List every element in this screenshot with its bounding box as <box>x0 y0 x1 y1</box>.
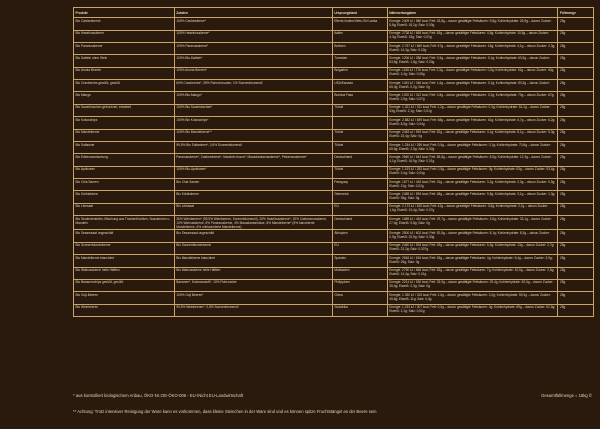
table-row <box>74 267 594 279</box>
cell-ingredients: 100% Haselnusskerne* <box>174 30 332 42</box>
cell-product: Bio Weinbeeren <box>74 304 175 316</box>
cell-origin: Bolivien <box>332 42 387 54</box>
cell-ingredients: Bio Walnusskerne helle Hälften <box>174 267 332 279</box>
table-row <box>74 141 594 153</box>
cell-amount: 25g <box>558 304 594 316</box>
header-product: Produkt <box>74 8 175 18</box>
cell-ingredients: 100% Bio Kokoschips* <box>174 117 332 129</box>
cell-nutrition: Energie: 1451 kJ / 346 kcal; Fett: 1,6g – davon gesättigte Fettsäuren: 0,1g; Kohlenhydrate: 83,3g – davon Zucker: 65,3g; Eiweiß: 0,2g; Salz: 0g <box>387 80 558 92</box>
cell-nutrition: Energie: 2.173 kJ / 525 kcal; Fett: 42g – davon gesättigte Fettsäuren: 3,6g; Kohlenhydrate: 2,1g – davon Zucker: 1,6g; Eiweiß: 24,4g; Salz: 0,07g <box>387 203 558 215</box>
cell-amount: 25g <box>558 55 594 67</box>
cell-product: Bio Leinsaat <box>74 203 175 215</box>
product-table <box>73 7 594 317</box>
cell-ingredients: 100% Cashewkerne* <box>174 18 332 30</box>
cell-ingredients: 100% Bio-Mango* <box>174 92 332 104</box>
cell-product: Bio Paranusskerne <box>74 42 175 54</box>
cell-product: Bio Datteln ohne Stein <box>74 55 175 67</box>
cell-product: Bio Studentenfutter, Mischung aus Trockenfrüchten, Nusskernen u. Mandeln <box>74 216 175 230</box>
cell-nutrition: Energie: 1158 kJ / 276 kcal; Fett: 2,5g – davon gesättigte Fettsäuren: 0,5g; Kohlenhydrate: 51g – davon Zucker: 40g; Eiweiß: 2,4g; Salz: 0,05g <box>387 67 558 79</box>
cell-nutrition: Energie: 2.882 kJ / 699 kcal; Fett: 68g – davon gesättigte Fettsäuren: 61g; Kohlenhydrate: 6,7g – davon Zucker: 6,2g; Eiweiß: 8,5g; Salz: 0,04g <box>387 117 558 129</box>
cell-amount: 25g <box>558 67 594 79</box>
cell-product: Bio Cranberries gesüßt, gesüßt <box>74 80 175 92</box>
table-row <box>74 104 594 116</box>
table-row <box>74 203 594 215</box>
cell-product: Bio Kokoschips <box>74 117 175 129</box>
cell-origin: Elfenb./Indien/Vietn./Sri Lanka <box>332 18 387 30</box>
cell-origin: Deutschland <box>332 216 387 230</box>
cell-origin: Südafrika <box>332 304 387 316</box>
table-row <box>74 166 594 178</box>
table-row <box>74 129 594 141</box>
cell-amount: 25g <box>558 92 594 104</box>
cell-amount: 25g <box>558 42 594 54</box>
cell-origin: EU <box>332 242 387 254</box>
header-ingredients: Zutaten <box>174 8 332 18</box>
cell-origin: Äthiopien <box>332 230 387 242</box>
table-row <box>74 42 594 54</box>
cell-ingredients: Bio Sesamsaat ungeschält <box>174 230 332 242</box>
cell-origin: Türkei <box>332 141 387 153</box>
cell-amount: 25g <box>558 104 594 116</box>
cell-origin: EU <box>332 203 387 215</box>
table-row <box>74 230 594 242</box>
cell-amount: 25g <box>558 117 594 129</box>
table-row <box>74 154 594 166</box>
table-row <box>74 191 594 203</box>
cell-nutrition: Energie: 2660 kJ / 643 kcal; Fett: 55,8g – davon gesättigte Fettsäuren: 8,5g; Kohlenhydrate: 12,3g – davon Zucker: 4,1g; Eiweiß: 16,9g; Salz: 0,01g <box>387 154 558 166</box>
cell-origin: Burkina Faso <box>332 92 387 104</box>
cell-amount: 25g <box>558 203 594 215</box>
cell-origin: Türkei <box>332 129 387 141</box>
table-row <box>74 55 594 67</box>
table-row <box>74 92 594 104</box>
cell-ingredients: 100% Paranusskerne* <box>174 42 332 54</box>
cell-amount: 25g <box>558 242 594 254</box>
cell-amount: 25g <box>558 154 594 166</box>
table-row <box>74 18 594 30</box>
table-row <box>74 80 594 92</box>
cell-amount: 25g <box>558 166 594 178</box>
cell-ingredients: 100% Aronia Beeren* <box>174 67 332 79</box>
cell-amount: 25g <box>558 230 594 242</box>
cell-origin: Moldawien <box>332 267 387 279</box>
cell-origin: Spanien <box>332 255 387 267</box>
cell-nutrition: Energie: 1885 kJ / 454 kcal; Fett: 29,7g – davon gesättigte Fettsäuren: 3,6g; Kohlenhydrate: 33,1g – davon Zucker: 27,4g; Eiweiß: 9,8g; Salz: 0g <box>387 216 558 230</box>
cell-product: Bio Mango <box>74 92 175 104</box>
footnote-organic: * aus kontrolliert biologischem Anbau, ÖKO-Nr.:DE-ÖKO-006 - EU-/Nicht EU-Landwirtschaft <box>73 393 244 398</box>
cell-nutrition: Energie: 2738 kJ / 665 kcal; Fett: 63g – davon gesättigte Fettsäuren: 4,5g; Kohlenhydrate: 10,5g – davon Zucker: 4,3g; Eiweiß: 15g; Salz: 0,01g <box>387 30 558 42</box>
cell-amount: 25g <box>558 191 594 203</box>
cell-product: Bio Mandelkerne blanchiert <box>74 255 175 267</box>
cell-ingredients: Bio Mandelkerne blanchiert <box>174 255 332 267</box>
cell-ingredients: 100% Goji Beeren* <box>174 292 332 304</box>
cell-origin: Österreich <box>332 191 387 203</box>
table-row <box>74 292 594 304</box>
cell-origin: Tunesien <box>332 55 387 67</box>
table-row <box>74 117 594 129</box>
cell-nutrition: Energie: 2214 kJ / 530 kcal; Fett: 33,9g – davon gesättigte Fettsäuren: 29,4g; Kohlenhydrate: 52,6g – davon Zucker: 35,4g; Eiweiß: 2,3g; Salz: 0g <box>387 279 558 291</box>
cell-product: Bio Sonnenblumenkerne <box>74 242 175 254</box>
footnote-warning: ** Achtung: Trotz intensiver Reinigung der Ware kann es vorkommen, dass kleine Steinchen in der Ware sind und es können spitze Fruchtstängel an der Beere sein <box>73 409 377 414</box>
cell-origin: USA/Kanada <box>332 80 387 92</box>
header-origin: Ursprungsland <box>332 8 387 18</box>
cell-ingredients: 60% Cranberries*, 39% Rohrohrzucker, 1% Sonnenblumenöl <box>174 80 332 92</box>
cell-amount: 25g <box>558 18 594 30</box>
table-row <box>74 255 594 267</box>
cell-product: Bio Bananenchips gesüßt, gesüßt <box>74 279 175 291</box>
cell-nutrition: Energie: 1,233 kJ / 307 kcal; Fett: 0,5g – davon gesättigte Fettsäuren: 0g; Kohlenhydrate: 69g – davon Zucker: 62,5g; Eiweiß: 2,1g; Salz: 0,01g <box>387 304 558 316</box>
cell-ingredients: 99,5% Bio Sultaninen*, 0,5% Sonnenblumenöl <box>174 141 332 153</box>
cell-nutrition: Energie: 2489 kJ / 594 kcal; Fett: 48g – davon gesättigte Fettsäuren: 9,8g; Kohlenhydrate: 3,1g – davon Zucker: 1,3g; Eiweiß: 35g; Salz: 0g <box>387 191 558 203</box>
cell-origin: Türkei <box>332 104 387 116</box>
cell-amount: 25g <box>558 279 594 291</box>
cell-ingredients: 100% Bio Mandelkerne** <box>174 129 332 141</box>
cell-product: Bio Mandelkerne <box>74 129 175 141</box>
cell-nutrition: Energie: 2500 kJ / 602 kcal; Fett: 52,5g – davon gesättigte Fettsäuren: 8,1g; Kohlenhydrate: 8,3g – davon Zucker: 0,9g; Eiweiß: 20,9g; Salz: 0,03g <box>387 230 558 242</box>
cell-ingredients: 100% Bio Sauerkirschen* <box>174 104 332 116</box>
cell-origin: Türkei <box>332 166 387 178</box>
cell-nutrition: Energie: 2546 kJ / 616 kcal; Fett: 53g – davon gesättigte Fettsäuren: 4g; Kohlenhydrate: 5,4g – davon Zucker: 3,9g; Eiweiß: 25g; Salz: 0g <box>387 255 558 267</box>
cell-product: Bio Aronia Beeren <box>74 67 175 79</box>
cell-nutrition: Energie: 2460 kJ / 594 kcal; Fett: 49g – davon gesättigte Fettsäuren: 5,5g; Kohlenhydrate: 13g – davon Zucker: 2,7g; Eiweiß: 22,2g; Salz: 0,007g <box>387 242 558 254</box>
cell-product: Bio Cashewkerne <box>74 18 175 30</box>
cell-nutrition: Energie: 1.330 kJ / 315 kcal; Fett: 1,6g – davon gesättigte Fettsäuren: 0,2g; Kohlenhydrate: 59,3g – davon Zucker: 45,6g; Eiweiß: 11g; Salz: 0,4g <box>387 292 558 304</box>
cell-product: Bio Goji-Beeren <box>74 292 175 304</box>
cell-ingredients: 100% Bio-Datteln* <box>174 55 332 67</box>
table-row <box>74 242 594 254</box>
cell-amount: 25g <box>558 141 594 153</box>
cell-ingredients: Bio Chia Samen <box>174 179 332 191</box>
table-row <box>74 30 594 42</box>
cell-nutrition: Energie: 1877 kJ / 453 kcal; Fett: 31g – davon gesättigte Fettsäuren: 3,2g; Kohlenhydrate: 2,3g – davon Zucker: 0,5g; Eiweiß: 21g; Salz: 0,02g <box>387 179 558 191</box>
cell-ingredients: Bananen*, Kokosnussöl*, 10% Rohrzucker <box>174 279 332 291</box>
cell-amount: 25g <box>558 216 594 230</box>
cell-origin <box>332 117 387 129</box>
header-amount: Füllmenge <box>558 8 594 18</box>
cell-origin: Deutschland <box>332 154 387 166</box>
cell-nutrition: Energie: 2.757 kJ / 669 kcal; Fett: 67g – davon gesättigte Fettsäuren: 16g; Kohlenhydrate: 4,1g – davon Zucker: 2,3g; Eiweiß: 14,3g; Salz: 0,02g <box>387 42 558 54</box>
cell-amount: 25g <box>558 179 594 191</box>
cell-product: Bio Aprikosen <box>74 166 175 178</box>
table-row <box>74 304 594 316</box>
cell-nutrition: Energie: 1.193 kJ / 283 kcal; Fett: 0,5g – davon gesättigte Fettsäuren: 0g; Kohlenhydrate: 63g – davon Zucker: 53,4g; Eiweiß: 3,4g; Salz: 0,04g <box>387 166 558 178</box>
cell-amount: 25g <box>558 255 594 267</box>
table-header-row <box>74 8 594 18</box>
cell-amount: 25g <box>558 80 594 92</box>
cell-nutrition: Energie: 2483 kJ / 593 kcal; Fett: 52g – davon gesättigte Fettsäuren: 4,1g; Kohlenhydrate: 8,1g – davon Zucker: 5,3g; Eiweiß: 23,4g; Salz: 0g <box>387 129 558 141</box>
cell-nutrition: Energie: 2409 kJ / 580 kcal; Fett: 43,8g – davon gesättigte Fettsäuren: 9,8g; Kohlenhydrate: 26,9g – davon Zucker: 5,8g; Eiweiß: 18,2g; Salz: 0,03g <box>387 18 558 30</box>
cell-product: Bio Walnusskerne helle Hälften <box>74 267 175 279</box>
cell-nutrition: Energie: 1320 kJ / 312 kcal; Fett: 0,8g – davon gesättigte Fettsäuren: 0,2g; Kohlenhydrate: 70g – davon Zucker: 67g; Eiweiß: 2,5g; Salz: 0,07g <box>387 92 558 104</box>
table-row <box>74 216 594 230</box>
cell-nutrition: Energie: 2790 kJ / 666 kcal; Fett: 63g – davon gesättigte Fettsäuren: 7g; Kohlenhydrate: 10,5g – davon Zucker: 2,6g; Eiweiß: 14,4g; Salz: 0,01g <box>387 267 558 279</box>
cell-product: Bio Kürbiskerne <box>74 191 175 203</box>
cell-nutrition: Energie: 1.254 kJ / 296 kcal; Fett: 0,5g – davon gesättigte Fettsäuren: 0,1g; Kohlenhydrate: 70,8g – davon Zucker: 65,6g; Eiweiß: 2,5g; Salz: 0,02g <box>387 141 558 153</box>
cell-origin: Paraguay <box>332 179 387 191</box>
table-row <box>74 67 594 79</box>
cell-product: Bio Chia Samen <box>74 179 175 191</box>
table-body <box>74 18 594 317</box>
cell-product: Bio Sauerkirschen getrocknet, entsteint <box>74 104 175 116</box>
cell-nutrition: Energie: 1.321 kJ / 311 kcal; Fett: 1,2g – davon gesättigte Fettsäuren: 0,3g; Kohlenhydrate: 54,2g – davon Zucker: 53g; Eiweiß: 2,1g; Salz: 0,01g <box>387 104 558 116</box>
cell-amount: 25g <box>558 30 594 42</box>
cell-origin: Bulgarien <box>332 67 387 79</box>
cell-ingredients: Bio Sonnenblumenkerne <box>174 242 332 254</box>
cell-ingredients: Bio Kürbiskerne <box>174 191 332 203</box>
cell-ingredients: 99,5% Weinbeeren*, 0,5% Sonnenblumenöl <box>174 304 332 316</box>
cell-ingredients: Paranusskerne*, Cashewkerne*, Mandeln braun*, Macadamianusskerne*, Pekannusskerne* <box>174 154 332 166</box>
cell-nutrition: Energie: 1206 kJ / 288 kcal; Fett: 0,5g – davon gesättigte Fettsäuren: 0,1g; Kohlenhydrate: 63,5g – davon Zucker: 63,5g; Eiweiß: 1,8g; Salz: 0,03g <box>387 55 558 67</box>
table-row <box>74 279 594 291</box>
cell-origin: Italien <box>332 30 387 42</box>
cell-ingredients: Bio Leinsaat <box>174 203 332 215</box>
cell-ingredients: 36% Weinbeeren* (99,5% Weinbeeren, Sonnenblumenöl), 20% Haselnusskerne*, 20% Cashewnusskerne, 13% Walnusskerne, 6% Paranusskerne, 4% Macadamianüsse, 6% Mandelkerne* (6% blanchierte Mandelkerne, 6% unblanchierte Mandelkerne) <box>174 216 332 230</box>
cell-origin: China <box>332 292 387 304</box>
cell-product: Bio Sultanine <box>74 141 175 153</box>
table-row <box>74 179 594 191</box>
cell-product: Bio Haselnusskerne <box>74 30 175 42</box>
cell-ingredients: 100% Bio-Aprikosen* <box>174 166 332 178</box>
cell-product: Bio Sesamsaat ungeschält <box>74 230 175 242</box>
cell-amount: 25g <box>558 129 594 141</box>
cell-amount: 25g <box>558 267 594 279</box>
cell-origin: Philippinen <box>332 279 387 291</box>
total-amount-note: Gesamtfüllmenge = 18kg © <box>541 393 592 398</box>
header-nutrition: Nährwertangaben <box>387 8 558 18</box>
cell-amount: 25g <box>558 292 594 304</box>
cell-product: Bio Edelnussmischung <box>74 154 175 166</box>
